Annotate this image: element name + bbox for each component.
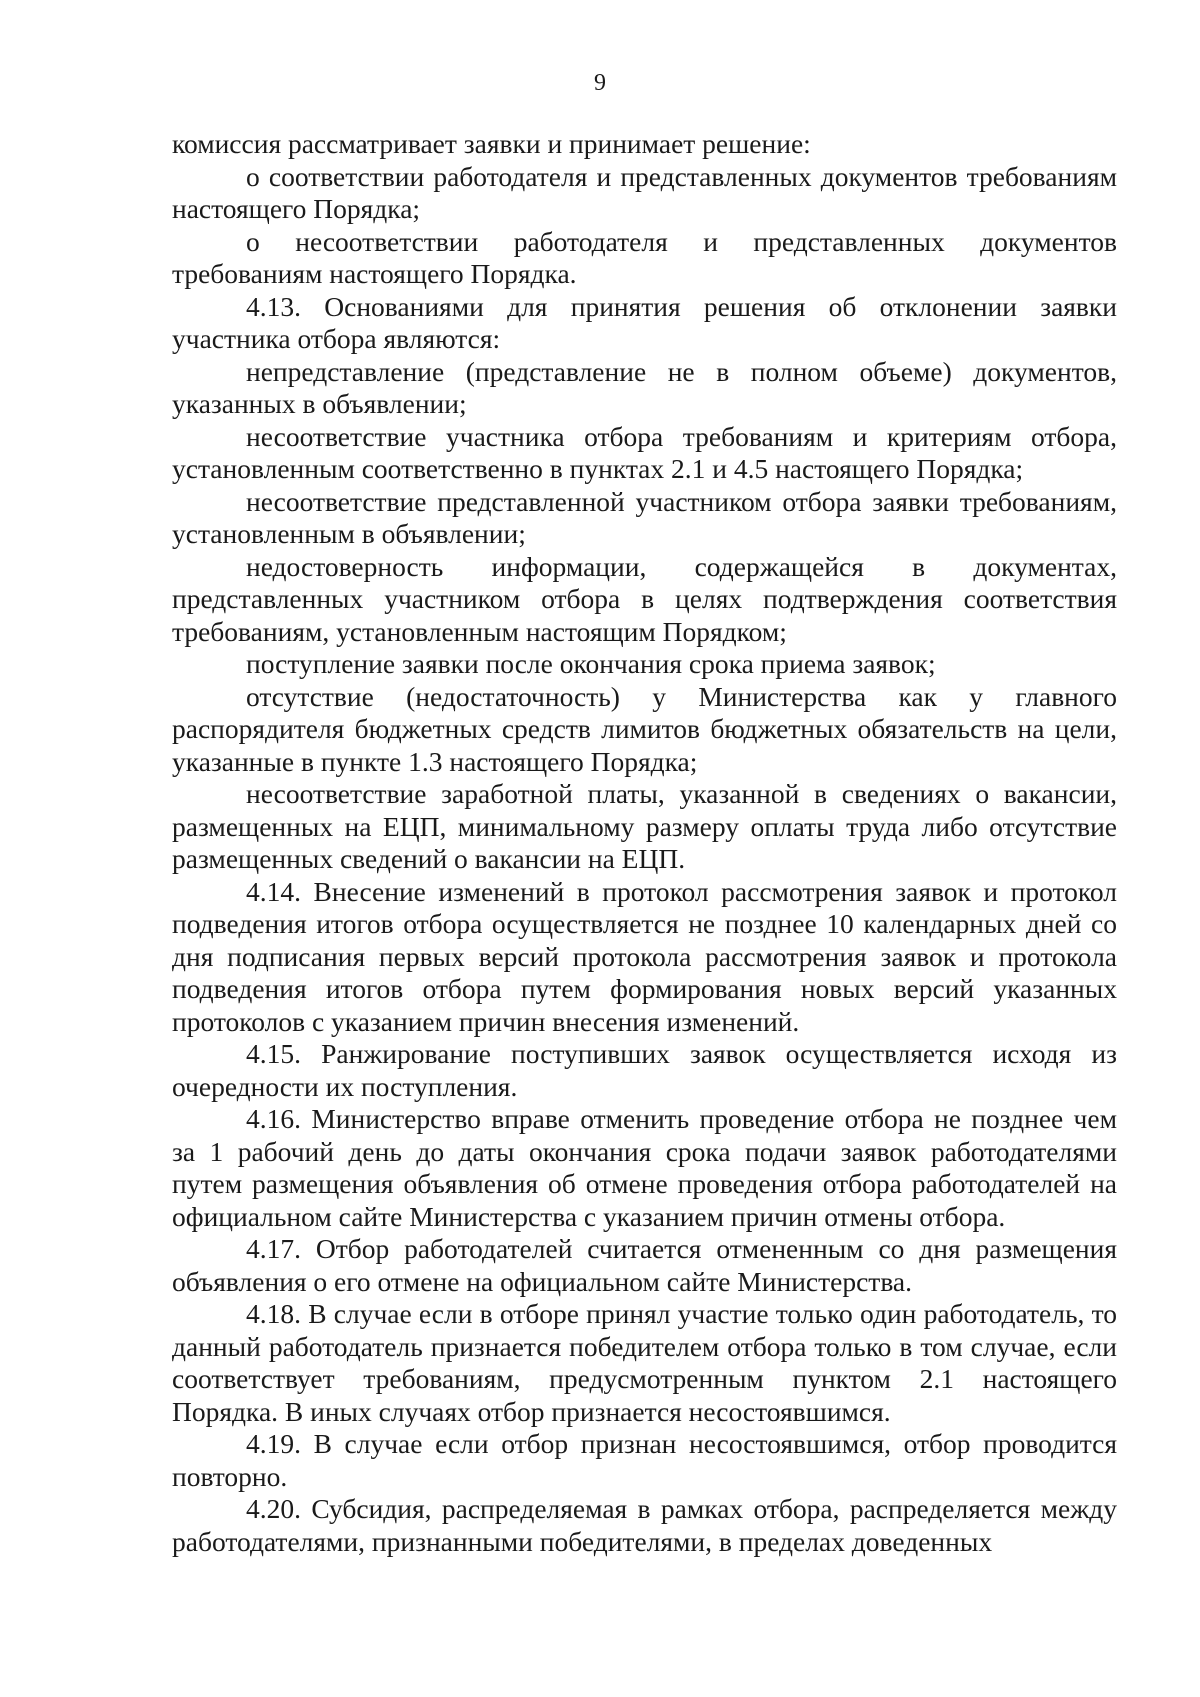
paragraph: о соответствии работодателя и представленных документов требованиям настоящего Порядка; (172, 160, 1117, 224)
paragraph: недостоверность информации, содержащейся в документах, представленных участником отбора в целях подтверждения соответствия требованиям, установленным настоящим Порядком; (172, 550, 1117, 647)
paragraph: непредставление (представление не в полном объеме) документов, указанных в объявлении; (172, 355, 1117, 419)
paragraph: 4.18. В случае если в отборе принял участие только один работодатель, то данный работодатель признается победителем отбора только в том случае, если соответствует требованиям, предусмотренным пунктом 2.1 настоящего Порядка. В иных случаях отбор признается несостоявшимся. (172, 1298, 1117, 1427)
paragraph: 4.16. Министерство вправе отменить проведение отбора не позднее чем за 1 рабочий день до даты окончания срока подачи заявок работодателями путем размещения объявления об отмене проведения отбора работодателей на официальном сайте Министерства с указанием причин отмены отбора. (172, 1103, 1117, 1232)
paragraph: комиссия рассматривает заявки и принимает решение: (172, 128, 811, 159)
paragraph: поступление заявки после окончания срока приема заявок; (246, 648, 936, 679)
page-number: 9 (594, 70, 606, 96)
paragraph: о несоответствии работодателя и представленных документов требованиям настоящего Порядка. (172, 225, 1117, 289)
paragraph: 4.19. В случае если отбор признан несостоявшимся, отбор проводится повторно. (172, 1428, 1117, 1492)
paragraph: 4.17. Отбор работодателей считается отмененным со дня размещения объявления о его отмене на официальном сайте Министерства. (172, 1233, 1117, 1297)
paragraph: 4.20. Субсидия, распределяемая в рамках отбора, распределяется между работодателями, признанными победителями, в пределах доведенных (172, 1493, 1117, 1557)
paragraph: несоответствие участника отбора требованиям и критериям отбора, установленным соответственно в пунктах 2.1 и 4.5 настоящего Порядка; (172, 420, 1117, 484)
document-body (172, 128, 1117, 1558)
paragraph: 4.13. Основаниями для принятия решения об отклонении заявки участника отбора являются: (172, 290, 1117, 354)
paragraph: отсутствие (недостаточность) у Министерства как у главного распорядителя бюджетных средств лимитов бюджетных обязательств на цели, указанные в пункте 1.3 настоящего Порядка; (172, 680, 1117, 777)
paragraph: несоответствие заработной платы, указанной в сведениях о вакансии, размещенных на ЕЦП, минимальному размеру оплаты труда либо отсутствие размещенных сведений о вакансии на ЕЦП. (172, 778, 1117, 874)
paragraph: несоответствие представленной участником отбора заявки требованиям, установленным в объявлении; (172, 485, 1117, 549)
paragraph: 4.15. Ранжирование поступивших заявок осуществляется исходя из очередности их поступления. (172, 1038, 1117, 1102)
paragraph: 4.14. Внесение изменений в протокол рассмотрения заявок и протокол подведения итогов отбора осуществляется не позднее 10 календарных дней со дня подписания первых версий протокола рассмотрения заявок и протокола подведения итогов отбора путем формирования новых версий указанных протоколов с указанием причин внесения изменений. (172, 875, 1117, 1037)
